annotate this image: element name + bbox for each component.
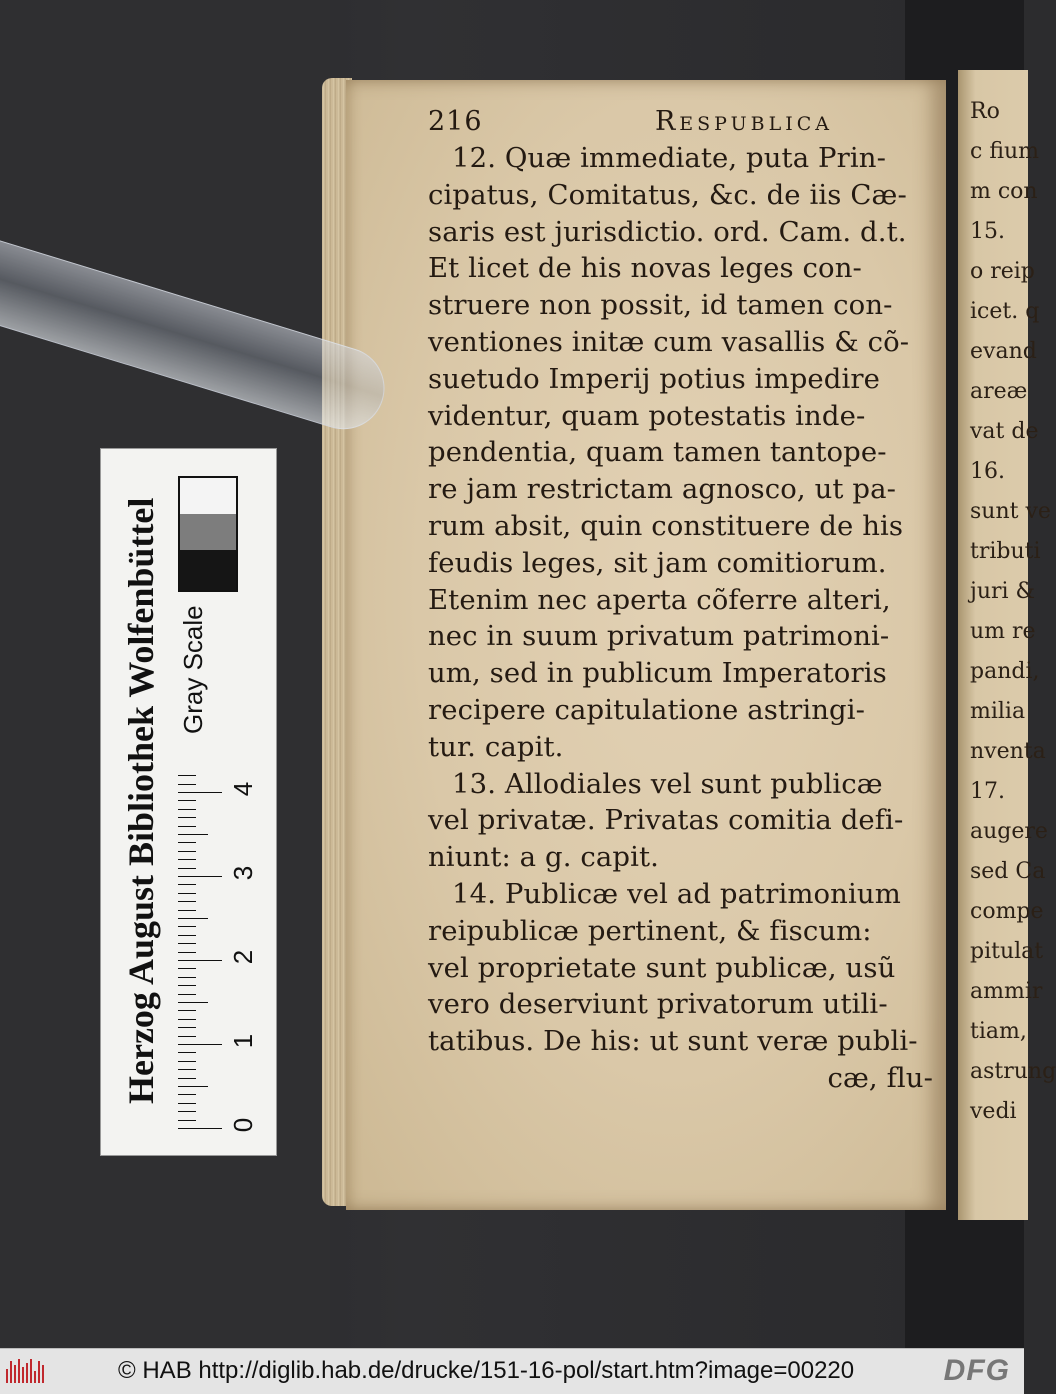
ruler-tick <box>178 901 196 902</box>
text-line: struere non possit, id tamen con- <box>428 289 893 322</box>
text-line: videntur, quam potestatis inde- <box>428 399 866 432</box>
next-page-line: sunt ve <box>970 499 1051 524</box>
ruler-tick <box>178 926 196 927</box>
text-line: tatibus. De his: ut sunt veræ publi- <box>428 1025 918 1058</box>
ruler-number: 1 <box>228 1033 258 1049</box>
next-page-line: astrung <box>970 1059 1056 1084</box>
running-head: Respublica <box>654 106 833 137</box>
ruler-tick <box>178 994 196 995</box>
footer-credit: © HAB http://diglib.hab.de/drucke/151-16-pol/start.htm?image=00220 <box>118 1357 855 1384</box>
ruler-tick <box>178 842 196 843</box>
ruler-tick <box>178 893 196 894</box>
library-name: Herzog August Bibliothek Wolfenbüttel <box>121 497 161 1105</box>
swatch-gray <box>180 514 236 550</box>
swatch-white <box>180 478 236 514</box>
text-line: Et licet de his novas leges con- <box>428 252 862 285</box>
next-page-line: 16. <box>970 459 1005 484</box>
ruler-number: 4 <box>228 781 258 797</box>
next-page-line: augere <box>970 819 1048 844</box>
ruler-tick <box>178 775 196 776</box>
ruler-tick <box>178 1002 208 1003</box>
ruler-tick <box>178 1052 196 1053</box>
text-line: vel proprietate sunt publicæ, usũ <box>428 951 896 984</box>
text-line: tur. capit. <box>428 730 564 763</box>
ruler-number: 3 <box>228 865 258 881</box>
gray-scale-label: Gray Scale <box>178 605 208 735</box>
page-text <box>428 106 943 1097</box>
text-line: 13. Allodiales vel sunt publicæ <box>452 767 883 800</box>
ruler-tick <box>178 834 208 835</box>
ruler-tick <box>178 1069 196 1070</box>
text-line: reipublicæ pertinent, & fiscum: <box>428 914 872 947</box>
ruler-tick <box>178 943 196 944</box>
ruler-tick <box>178 1044 222 1045</box>
ruler-tick <box>178 809 196 810</box>
ruler-tick <box>178 1019 196 1020</box>
ruler-tick <box>178 1094 196 1095</box>
next-page-line: o reip <box>970 259 1035 284</box>
text-line: 14. Publicæ vel ad patrimonium <box>452 877 901 910</box>
text-line: suetudo Imperij potius impedire <box>428 362 881 395</box>
page-number: 216 <box>428 106 483 137</box>
text-line: vero deserviunt privatorum utili- <box>428 988 888 1021</box>
next-page-line: compe <box>970 899 1044 924</box>
footer-bar <box>0 1348 1024 1394</box>
next-page-line: evand <box>970 339 1037 364</box>
ruler-tick <box>178 1027 196 1028</box>
ruler-tick <box>178 800 196 801</box>
next-page-line: sed Ca <box>970 859 1046 884</box>
ruler-tick <box>178 1086 208 1087</box>
text-line: ventiones initæ cum vasallis & cõ- <box>428 325 910 358</box>
ruler-tick <box>178 792 222 793</box>
next-page-line: tributi <box>970 539 1041 564</box>
ruler-tick <box>178 876 222 877</box>
ruler-tick <box>178 1120 196 1121</box>
next-page-line: juri & <box>970 579 1036 604</box>
next-page-line: pitulat <box>970 939 1044 964</box>
ruler-tick <box>178 910 196 911</box>
ruler-tick <box>178 784 196 785</box>
next-page-line: tiam, <box>970 1019 1027 1044</box>
gray-swatches <box>178 476 238 592</box>
ruler-tick <box>178 1103 196 1104</box>
next-page-line: vat de <box>970 419 1039 444</box>
text-line: vel privatæ. Privatas comitia defi- <box>428 804 904 837</box>
text-line: nec in suum privatum patrimoni- <box>428 620 890 653</box>
ruler-tick <box>178 1078 196 1079</box>
ruler-tick <box>178 868 196 869</box>
next-page-line: um re <box>970 619 1036 644</box>
hab-logo-icon <box>6 1359 46 1383</box>
text-line: niunt: a g. capit. <box>428 841 659 874</box>
text-line: pendentia, quam tamen tantope- <box>428 436 887 469</box>
ruler-tick <box>178 952 196 953</box>
next-page-line: vedi <box>970 1099 1017 1124</box>
ruler-tick <box>178 968 196 969</box>
text-line: saris est jurisdictio. ord. Cam. d.t. <box>428 215 907 248</box>
ruler-tick <box>178 884 196 885</box>
next-page-line: areæ <box>970 379 1028 404</box>
text-line: rum absit, quin constituere de his <box>428 509 904 542</box>
ruler-tick <box>178 851 196 852</box>
next-page-line: milia <box>970 699 1026 724</box>
next-page-fragment <box>958 70 1056 1220</box>
ruler-number: 2 <box>228 949 258 965</box>
ruler-tick <box>178 1128 222 1129</box>
next-page-line: nventa <box>970 739 1046 764</box>
next-page-line: m con <box>970 179 1038 204</box>
text-line: feudis leges, sit jam comitiorum. <box>428 546 887 579</box>
text-lines <box>428 140 943 1060</box>
catchword: cæ, flu- <box>827 1061 933 1094</box>
ruler-tick <box>178 1061 196 1062</box>
text-line: 12. Quæ immediate, puta Prin- <box>452 142 886 174</box>
swatch-black <box>180 550 236 590</box>
ruler-tick <box>178 985 196 986</box>
ruler-tick <box>178 960 222 961</box>
ruler-tick <box>178 977 196 978</box>
next-page-line: c fium <box>970 139 1040 164</box>
text-line: cipatus, Comitatus, &c. de iis Cæ- <box>428 178 907 211</box>
text-line: re jam restrictam agnosco, ut pa- <box>428 473 897 506</box>
ruler-tick <box>178 1036 196 1037</box>
text-line: Etenim nec aperta cõferre alteri, <box>428 583 891 616</box>
ruler-number: 0 <box>228 1117 258 1133</box>
next-page-line: icet. q <box>970 299 1040 324</box>
ruler-tick <box>178 817 196 818</box>
ruler-tick <box>178 1111 196 1112</box>
cm-ruler <box>178 756 258 1136</box>
dfg-logo: DFG <box>943 1354 1010 1387</box>
next-page-line: pandi, <box>970 659 1040 684</box>
ruler-tick <box>178 935 196 936</box>
next-page-line: 15. <box>970 219 1005 244</box>
ruler-tick <box>178 1010 196 1011</box>
ruler-tick <box>178 859 196 860</box>
page-header <box>428 106 943 140</box>
ruler-tick <box>178 918 208 919</box>
next-page-line: Ro <box>970 99 1000 124</box>
ruler-tick <box>178 826 196 827</box>
text-line: um, sed in publicum Imperatoris <box>428 657 887 690</box>
text-line: recipere capitulatione astringi- <box>428 693 866 726</box>
next-page-line: ammir <box>970 979 1043 1004</box>
next-page-line: 17. <box>970 779 1005 804</box>
next-page-text <box>958 92 1056 1132</box>
